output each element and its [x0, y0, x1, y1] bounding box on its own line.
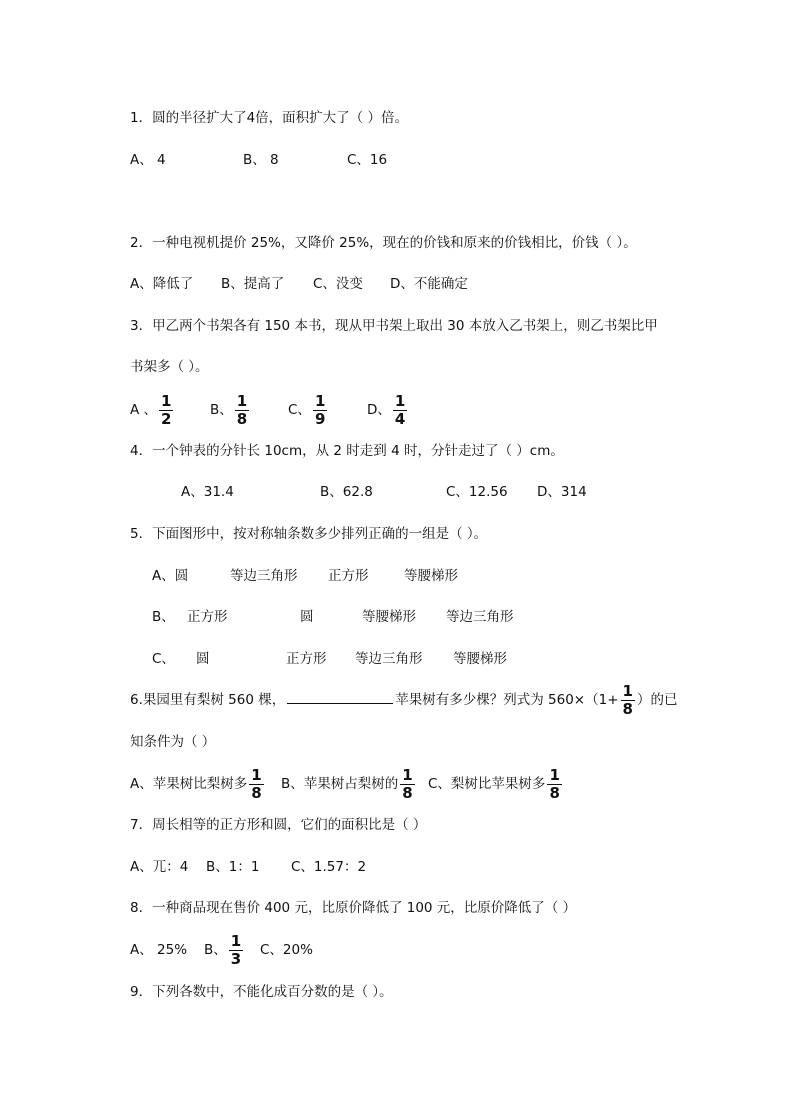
- q7-option-b: B、1：1: [206, 859, 260, 875]
- fraction-denominator: 8: [622, 699, 633, 718]
- q5-row-a-item: A、圆: [152, 568, 189, 584]
- q6-option-b: [281, 764, 417, 804]
- fraction-denominator: 9: [314, 409, 326, 428]
- q3-option-b-label: B、: [210, 402, 233, 418]
- q7-option-a: A、兀：4: [130, 859, 189, 875]
- q7-stem: 7．周长相等的正方形和圆，它们的面积比是（ ）: [130, 817, 427, 833]
- q3-stem-line1: 3．甲乙两个书架各有 150 本书，现从甲书架上取出 30 本放入乙书架上，则乙书架比甲: [130, 318, 658, 334]
- q5-row-a: [152, 566, 532, 586]
- q5-row-c-item: 等腰梯形: [453, 651, 507, 667]
- q6-option-a: [130, 764, 266, 804]
- q5-row-c-item: 圆: [196, 651, 210, 667]
- q6-stem-part2: 苹果树有多少棵？列式为 560×（1+: [395, 692, 619, 708]
- q8-option-c: C、20%: [260, 942, 313, 958]
- fraction-numerator: 1: [230, 931, 242, 950]
- q2-options: [130, 274, 530, 294]
- q6-stem-line2: 知条件为（ ）: [130, 734, 216, 750]
- q3-option-b-fraction: [235, 393, 249, 428]
- q1-option-c: C、16: [347, 152, 388, 168]
- q5-row-c-item: 正方形: [286, 651, 327, 667]
- q5-stem: 5．下面图形中，按对称轴条数多少排列正确的一组是（ ）。: [130, 526, 488, 542]
- q6-stem: [130, 680, 677, 720]
- fraction-denominator: 2: [161, 409, 172, 428]
- fraction-numerator: 1: [402, 765, 413, 784]
- fraction-denominator: 8: [251, 783, 262, 802]
- q4-option-a: A、31.4: [181, 484, 234, 500]
- q5-row-a-item: 正方形: [328, 568, 369, 584]
- q5-row-b-item: B、: [152, 609, 175, 625]
- fraction-denominator: 8: [549, 783, 560, 802]
- q4-options: [181, 482, 601, 502]
- q5-row-c-item: 等边三角形: [355, 651, 423, 667]
- q3-option-d-label: D、: [367, 402, 391, 418]
- q8-option-a: A、 25%: [130, 942, 188, 958]
- q5-row-a-item: 等边三角形: [230, 568, 298, 584]
- q4-option-c: C、12.56: [446, 484, 508, 500]
- fraction-denominator: 4: [394, 409, 406, 428]
- q3-option-a: [130, 390, 175, 430]
- fraction-numerator: 1: [394, 391, 406, 410]
- fraction-numerator: 1: [161, 391, 172, 410]
- q6-option-c-label: C、梨树比苹果树多: [428, 776, 546, 792]
- fraction-denominator: 8: [402, 783, 413, 802]
- q8-option-b: [204, 930, 245, 970]
- q3-stem-line2: 书架多（ ）。: [130, 359, 209, 375]
- q1-stem: 1．圆的半径扩大了4倍，面积扩大了（ ）倍。: [130, 110, 408, 126]
- q3-option-a-label: A 、: [130, 402, 158, 418]
- q3-option-c-fraction: [313, 393, 327, 428]
- fraction-numerator: 1: [236, 391, 248, 410]
- fraction-denominator: 3: [230, 949, 242, 968]
- q4-stem: 4．一个钟表的分针长 10cm，从 2 时走到 4 时，分针走过了（ ）cm。: [130, 443, 564, 459]
- q6-answer-blank: [287, 689, 393, 704]
- q9-stem: 9．下列各数中，不能化成百分数的是（ ）。: [130, 984, 393, 1000]
- q8-option-b-label: B、: [204, 942, 227, 958]
- q5-row-c-item: C、: [152, 651, 175, 667]
- q1-option-b: B、 8: [243, 152, 279, 168]
- q6-option-b-label: B、苹果树占梨树的: [281, 776, 399, 792]
- fraction-numerator: 1: [622, 681, 633, 700]
- fraction-numerator: 1: [251, 765, 262, 784]
- q6-option-a-fraction: [249, 767, 263, 802]
- q6-options: [130, 764, 590, 804]
- q8-option-b-fraction: [229, 933, 243, 968]
- q8-options: [130, 930, 530, 970]
- q7-option-c: C、1.57：2: [291, 859, 367, 875]
- q1-options: [130, 150, 530, 170]
- q6-option-b-fraction: [400, 767, 414, 802]
- q6-option-c: [428, 764, 564, 804]
- q6-stem-part1: 6.果园里有梨树 560 棵，: [130, 692, 286, 708]
- q6-option-c-fraction: [547, 767, 561, 802]
- q6-option-a-label: A、苹果树比梨树多: [130, 776, 248, 792]
- q5-row-c: [152, 649, 552, 669]
- q3-option-c: [288, 390, 329, 430]
- q4-option-d: D、314: [537, 484, 587, 500]
- q3-option-d-fraction: [393, 393, 407, 428]
- q3-options: [130, 390, 530, 430]
- q8-stem: 8．一种商品现在售价 400 元，比原价降低了 100 元，比原价降低了（ ）: [130, 900, 577, 916]
- q2-option-c: C、没变: [313, 276, 363, 292]
- q5-row-b-item: 正方形: [187, 609, 228, 625]
- q2-option-d: D、不能确定: [390, 276, 468, 292]
- q5-row-b-item: 圆: [300, 609, 314, 625]
- q5-row-b-item: 等边三角形: [446, 609, 514, 625]
- q1-option-a: A、 4: [130, 152, 166, 168]
- q4-option-b: B、62.8: [320, 484, 373, 500]
- q2-option-b: B、提高了: [221, 276, 285, 292]
- q3-option-d: [367, 390, 409, 430]
- q5-row-b-item: 等腰梯形: [362, 609, 416, 625]
- q5-row-b: [152, 607, 552, 627]
- q5-row-a-item: 等腰梯形: [404, 568, 458, 584]
- q2-stem: 2．一种电视机提价 25%，又降价 25%，现在的价钱和原来的价钱相比，价钱（ ）。: [130, 235, 637, 251]
- q7-options: [130, 857, 530, 877]
- fraction-numerator: 1: [549, 765, 560, 784]
- q2-option-a: A、降低了: [130, 276, 194, 292]
- q3-option-a-fraction: [159, 393, 173, 428]
- q6-stem-fraction: [621, 683, 635, 718]
- q6-stem-part3: ）的已: [636, 692, 678, 708]
- q3-option-c-label: C、: [288, 402, 311, 418]
- fraction-denominator: 8: [236, 409, 248, 428]
- q3-option-b: [210, 390, 251, 430]
- fraction-numerator: 1: [314, 391, 326, 410]
